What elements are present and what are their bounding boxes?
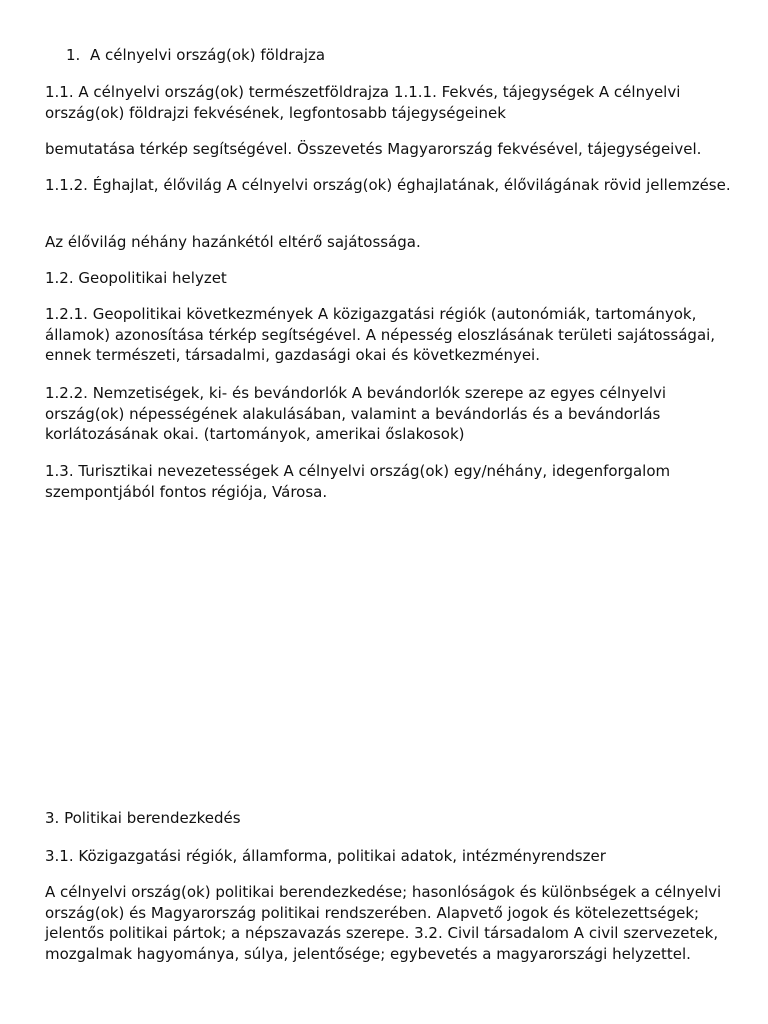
paragraph-1-1: 1.1. A célnyelvi ország(ok) természetföldrajza 1.1.1. Fekvés, tájegységek A célnyelvi ország(ok) földrajzi fekvésének, legfontosabb tájegységeinek [45, 83, 681, 122]
paragraph-1-2-1: 1.2.1. Geopolitikai következmények A közigazgatási régiók (autonómiák, tartományok, államok) azonosítása térkép segítségével. A népesség eloszlásának területi sajátosságai, ennek természeti, társadalmi, gazdasági okai és következményei. [45, 305, 716, 364]
paragraph-1-3: 1.3. Turisztikai nevezetességek A célnyelvi ország(ok) egy/néhány, idegenforgalom szempontjából fontos régiója, Városa. [45, 462, 671, 501]
paragraph-3-1-body: A célnyelvi ország(ok) politikai berendezkedése; hasonlóságok és különbségek a célnyelvi ország(ok) és Magyarország politikai rendszerében. Alapvető jogok és kötelezettségek; jelentős politikai pártok; a népszavazás szerepe. 3.2. Civil társadalom A civil szervezetek, mozgalmak hagyománya, súlya, jelentősége; egybevetés a magyarországi helyzettel. [45, 883, 722, 963]
section3-heading: 3. Politikai berendezkedés [45, 809, 241, 827]
paragraph-3-1: 3.1. Közigazgatási régiók, államforma, politikai adatok, intézményrendszer [45, 847, 606, 865]
paragraph-1-2: 1.2. Geopolitikai helyzet [45, 269, 227, 287]
section1-heading-text: A célnyelvi ország(ok) földrajza [90, 46, 326, 64]
section1-heading-number: 1. [66, 46, 81, 64]
paragraph-1-1-cont: bemutatása térkép segítségével. Összevetés Magyarország fekvésével, tájegységeivel. [45, 140, 702, 158]
paragraph-1-1-2: 1.1.2. Éghajlat, élővilág A célnyelvi ország(ok) éghajlatának, élővilágának rövid jellemzése. [45, 176, 731, 194]
paragraph-1-2-2: 1.2.2. Nemzetiségek, ki- és bevándorlók A bevándorlók szerepe az egyes célnyelvi ország(ok) népességének alakulásában, valamint a bevándorlás és a bevándorlás korlátozásának okai. (tartományok, amerikai őslakosok) [45, 384, 667, 443]
section1-heading [66, 45, 716, 66]
paragraph-1-1-2-cont: Az élővilág néhány hazánkétól eltérő sajátossága. [45, 233, 421, 251]
